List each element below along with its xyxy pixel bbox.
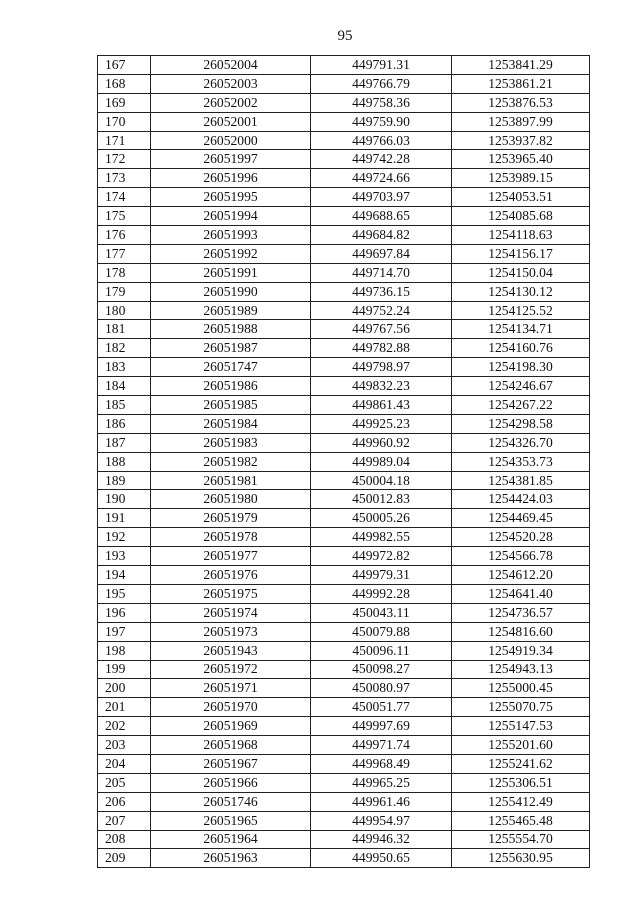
point-number-cell: 205 <box>98 773 151 792</box>
x-coordinate-cell: 449950.65 <box>311 849 452 868</box>
y-coordinate-cell: 1254919.34 <box>452 641 590 660</box>
table-row <box>98 811 590 830</box>
y-coordinate-cell: 1254053.51 <box>452 188 590 207</box>
y-coordinate-cell: 1255412.49 <box>452 792 590 811</box>
point-number-cell: 177 <box>98 244 151 263</box>
point-number-cell: 174 <box>98 188 151 207</box>
point-number-cell: 183 <box>98 358 151 377</box>
x-coordinate-cell: 449960.92 <box>311 433 452 452</box>
table-row <box>98 717 590 736</box>
x-coordinate-cell: 449742.28 <box>311 150 452 169</box>
point-number-cell: 209 <box>98 849 151 868</box>
point-number-cell: 207 <box>98 811 151 830</box>
x-coordinate-cell: 449989.04 <box>311 452 452 471</box>
x-coordinate-cell: 450051.77 <box>311 698 452 717</box>
point-number-cell: 186 <box>98 414 151 433</box>
point-id-cell: 26051990 <box>151 282 311 301</box>
y-coordinate-cell: 1255465.48 <box>452 811 590 830</box>
point-id-cell: 26051984 <box>151 414 311 433</box>
table-row <box>98 169 590 188</box>
x-coordinate-cell: 449752.24 <box>311 301 452 320</box>
x-coordinate-cell: 450005.26 <box>311 509 452 528</box>
y-coordinate-cell: 1254125.52 <box>452 301 590 320</box>
y-coordinate-cell: 1254381.85 <box>452 471 590 490</box>
table-row <box>98 566 590 585</box>
table-row <box>98 698 590 717</box>
table-row <box>98 282 590 301</box>
point-number-cell: 171 <box>98 131 151 150</box>
table-row <box>98 93 590 112</box>
point-id-cell: 26051996 <box>151 169 311 188</box>
x-coordinate-cell: 449997.69 <box>311 717 452 736</box>
x-coordinate-cell: 449758.36 <box>311 93 452 112</box>
x-coordinate-cell: 449971.74 <box>311 736 452 755</box>
point-id-cell: 26051973 <box>151 622 311 641</box>
y-coordinate-cell: 1254267.22 <box>452 396 590 415</box>
point-number-cell: 167 <box>98 56 151 75</box>
point-number-cell: 191 <box>98 509 151 528</box>
y-coordinate-cell: 1255070.75 <box>452 698 590 717</box>
point-number-cell: 169 <box>98 93 151 112</box>
table-row <box>98 226 590 245</box>
point-number-cell: 194 <box>98 566 151 585</box>
table-row <box>98 301 590 320</box>
table-row <box>98 509 590 528</box>
point-id-cell: 26052003 <box>151 74 311 93</box>
y-coordinate-cell: 1255000.45 <box>452 679 590 698</box>
table-row <box>98 452 590 471</box>
point-number-cell: 206 <box>98 792 151 811</box>
y-coordinate-cell: 1254118.63 <box>452 226 590 245</box>
table-row <box>98 660 590 679</box>
point-number-cell: 181 <box>98 320 151 339</box>
point-number-cell: 201 <box>98 698 151 717</box>
table-row <box>98 622 590 641</box>
point-number-cell: 192 <box>98 528 151 547</box>
point-number-cell: 202 <box>98 717 151 736</box>
point-id-cell: 26051980 <box>151 490 311 509</box>
x-coordinate-cell: 449798.97 <box>311 358 452 377</box>
table-row <box>98 207 590 226</box>
table-row <box>98 150 590 169</box>
x-coordinate-cell: 449925.23 <box>311 414 452 433</box>
point-id-cell: 26051987 <box>151 339 311 358</box>
point-id-cell: 26051988 <box>151 320 311 339</box>
point-id-cell: 26051943 <box>151 641 311 660</box>
point-id-cell: 26052000 <box>151 131 311 150</box>
point-id-cell: 26051970 <box>151 698 311 717</box>
y-coordinate-cell: 1253861.21 <box>452 74 590 93</box>
point-id-cell: 26051982 <box>151 452 311 471</box>
y-coordinate-cell: 1254816.60 <box>452 622 590 641</box>
point-id-cell: 26051992 <box>151 244 311 263</box>
point-number-cell: 198 <box>98 641 151 660</box>
page-number: 95 <box>337 28 353 44</box>
table-row <box>98 56 590 75</box>
x-coordinate-cell: 449782.88 <box>311 339 452 358</box>
y-coordinate-cell: 1253897.99 <box>452 112 590 131</box>
x-coordinate-cell: 449982.55 <box>311 528 452 547</box>
point-number-cell: 179 <box>98 282 151 301</box>
y-coordinate-cell: 1254469.45 <box>452 509 590 528</box>
point-number-cell: 200 <box>98 679 151 698</box>
point-id-cell: 26052001 <box>151 112 311 131</box>
y-coordinate-cell: 1254566.78 <box>452 547 590 566</box>
y-coordinate-cell: 1254736.57 <box>452 603 590 622</box>
x-coordinate-cell: 450080.97 <box>311 679 452 698</box>
point-number-cell: 189 <box>98 471 151 490</box>
y-coordinate-cell: 1254198.30 <box>452 358 590 377</box>
table-row <box>98 244 590 263</box>
point-id-cell: 26051986 <box>151 377 311 396</box>
point-number-cell: 178 <box>98 263 151 282</box>
point-id-cell: 26051989 <box>151 301 311 320</box>
x-coordinate-cell: 449766.79 <box>311 74 452 93</box>
point-id-cell: 26051975 <box>151 584 311 603</box>
y-coordinate-cell: 1254156.17 <box>452 244 590 263</box>
point-id-cell: 26051985 <box>151 396 311 415</box>
point-number-cell: 187 <box>98 433 151 452</box>
point-id-cell: 26052004 <box>151 56 311 75</box>
table-row <box>98 377 590 396</box>
x-coordinate-cell: 450043.11 <box>311 603 452 622</box>
point-id-cell: 26051967 <box>151 754 311 773</box>
point-number-cell: 180 <box>98 301 151 320</box>
table-row <box>98 339 590 358</box>
y-coordinate-cell: 1253965.40 <box>452 150 590 169</box>
x-coordinate-cell: 450098.27 <box>311 660 452 679</box>
point-id-cell: 26051983 <box>151 433 311 452</box>
table-row <box>98 849 590 868</box>
point-number-cell: 196 <box>98 603 151 622</box>
x-coordinate-cell: 449684.82 <box>311 226 452 245</box>
x-coordinate-cell: 449979.31 <box>311 566 452 585</box>
y-coordinate-cell: 1255147.53 <box>452 717 590 736</box>
table-row <box>98 320 590 339</box>
x-coordinate-cell: 449861.43 <box>311 396 452 415</box>
y-coordinate-cell: 1254612.20 <box>452 566 590 585</box>
point-id-cell: 26052002 <box>151 93 311 112</box>
point-id-cell: 26051971 <box>151 679 311 698</box>
table-row <box>98 736 590 755</box>
y-coordinate-cell: 1254298.58 <box>452 414 590 433</box>
table-row <box>98 490 590 509</box>
x-coordinate-cell: 449791.31 <box>311 56 452 75</box>
y-coordinate-cell: 1254134.71 <box>452 320 590 339</box>
y-coordinate-cell: 1254943.13 <box>452 660 590 679</box>
x-coordinate-cell: 449724.66 <box>311 169 452 188</box>
y-coordinate-cell: 1255630.95 <box>452 849 590 868</box>
point-number-cell: 188 <box>98 452 151 471</box>
point-id-cell: 26051993 <box>151 226 311 245</box>
point-number-cell: 185 <box>98 396 151 415</box>
x-coordinate-cell: 449697.84 <box>311 244 452 263</box>
x-coordinate-cell: 450096.11 <box>311 641 452 660</box>
point-number-cell: 172 <box>98 150 151 169</box>
point-id-cell: 26051966 <box>151 773 311 792</box>
x-coordinate-cell: 449688.65 <box>311 207 452 226</box>
point-id-cell: 26051978 <box>151 528 311 547</box>
y-coordinate-cell: 1253989.15 <box>452 169 590 188</box>
point-number-cell: 204 <box>98 754 151 773</box>
table-row <box>98 641 590 660</box>
point-number-cell: 208 <box>98 830 151 849</box>
x-coordinate-cell: 449968.49 <box>311 754 452 773</box>
point-id-cell: 26051969 <box>151 717 311 736</box>
table-row <box>98 396 590 415</box>
x-coordinate-cell: 449954.97 <box>311 811 452 830</box>
table-row <box>98 358 590 377</box>
x-coordinate-cell: 449965.25 <box>311 773 452 792</box>
x-coordinate-cell: 449946.32 <box>311 830 452 849</box>
table-row <box>98 830 590 849</box>
point-id-cell: 26051972 <box>151 660 311 679</box>
point-number-cell: 170 <box>98 112 151 131</box>
table-row <box>98 74 590 93</box>
table-row <box>98 188 590 207</box>
y-coordinate-cell: 1254326.70 <box>452 433 590 452</box>
x-coordinate-cell: 450004.18 <box>311 471 452 490</box>
point-id-cell: 26051974 <box>151 603 311 622</box>
x-coordinate-cell: 449766.03 <box>311 131 452 150</box>
table-row <box>98 547 590 566</box>
point-number-cell: 168 <box>98 74 151 93</box>
y-coordinate-cell: 1253876.53 <box>452 93 590 112</box>
point-id-cell: 26051991 <box>151 263 311 282</box>
x-coordinate-cell: 449992.28 <box>311 584 452 603</box>
y-coordinate-cell: 1254641.40 <box>452 584 590 603</box>
point-number-cell: 203 <box>98 736 151 755</box>
table-row <box>98 528 590 547</box>
point-number-cell: 175 <box>98 207 151 226</box>
x-coordinate-cell: 449703.97 <box>311 188 452 207</box>
table-row <box>98 263 590 282</box>
x-coordinate-cell: 449759.90 <box>311 112 452 131</box>
y-coordinate-cell: 1255201.60 <box>452 736 590 755</box>
x-coordinate-cell: 449767.56 <box>311 320 452 339</box>
x-coordinate-cell: 449736.15 <box>311 282 452 301</box>
x-coordinate-cell: 449832.23 <box>311 377 452 396</box>
y-coordinate-cell: 1254424.03 <box>452 490 590 509</box>
point-number-cell: 173 <box>98 169 151 188</box>
coordinates-table <box>97 55 590 868</box>
point-id-cell: 26051976 <box>151 566 311 585</box>
point-number-cell: 197 <box>98 622 151 641</box>
point-id-cell: 26051979 <box>151 509 311 528</box>
point-id-cell: 26051965 <box>151 811 311 830</box>
coordinates-table-body <box>98 56 590 868</box>
point-id-cell: 26051977 <box>151 547 311 566</box>
point-id-cell: 26051994 <box>151 207 311 226</box>
point-id-cell: 26051981 <box>151 471 311 490</box>
y-coordinate-cell: 1253841.29 <box>452 56 590 75</box>
y-coordinate-cell: 1253937.82 <box>452 131 590 150</box>
point-number-cell: 195 <box>98 584 151 603</box>
table-row <box>98 471 590 490</box>
x-coordinate-cell: 450012.83 <box>311 490 452 509</box>
table-row <box>98 112 590 131</box>
table-row <box>98 584 590 603</box>
table-row <box>98 754 590 773</box>
table-row <box>98 603 590 622</box>
point-id-cell: 26051968 <box>151 736 311 755</box>
x-coordinate-cell: 449961.46 <box>311 792 452 811</box>
point-number-cell: 199 <box>98 660 151 679</box>
table-row <box>98 131 590 150</box>
point-id-cell: 26051963 <box>151 849 311 868</box>
point-id-cell: 26051997 <box>151 150 311 169</box>
y-coordinate-cell: 1255554.70 <box>452 830 590 849</box>
table-row <box>98 679 590 698</box>
x-coordinate-cell: 449714.70 <box>311 263 452 282</box>
y-coordinate-cell: 1254130.12 <box>452 282 590 301</box>
y-coordinate-cell: 1254353.73 <box>452 452 590 471</box>
x-coordinate-cell: 450079.88 <box>311 622 452 641</box>
point-number-cell: 182 <box>98 339 151 358</box>
table-row <box>98 433 590 452</box>
point-id-cell: 26051995 <box>151 188 311 207</box>
point-id-cell: 26051747 <box>151 358 311 377</box>
point-number-cell: 193 <box>98 547 151 566</box>
table-row <box>98 773 590 792</box>
y-coordinate-cell: 1254520.28 <box>452 528 590 547</box>
y-coordinate-cell: 1254246.67 <box>452 377 590 396</box>
y-coordinate-cell: 1255306.51 <box>452 773 590 792</box>
point-number-cell: 176 <box>98 226 151 245</box>
table-row <box>98 414 590 433</box>
point-id-cell: 26051746 <box>151 792 311 811</box>
point-number-cell: 184 <box>98 377 151 396</box>
y-coordinate-cell: 1254085.68 <box>452 207 590 226</box>
y-coordinate-cell: 1255241.62 <box>452 754 590 773</box>
point-number-cell: 190 <box>98 490 151 509</box>
y-coordinate-cell: 1254150.04 <box>452 263 590 282</box>
table-row <box>98 792 590 811</box>
point-id-cell: 26051964 <box>151 830 311 849</box>
y-coordinate-cell: 1254160.76 <box>452 339 590 358</box>
x-coordinate-cell: 449972.82 <box>311 547 452 566</box>
